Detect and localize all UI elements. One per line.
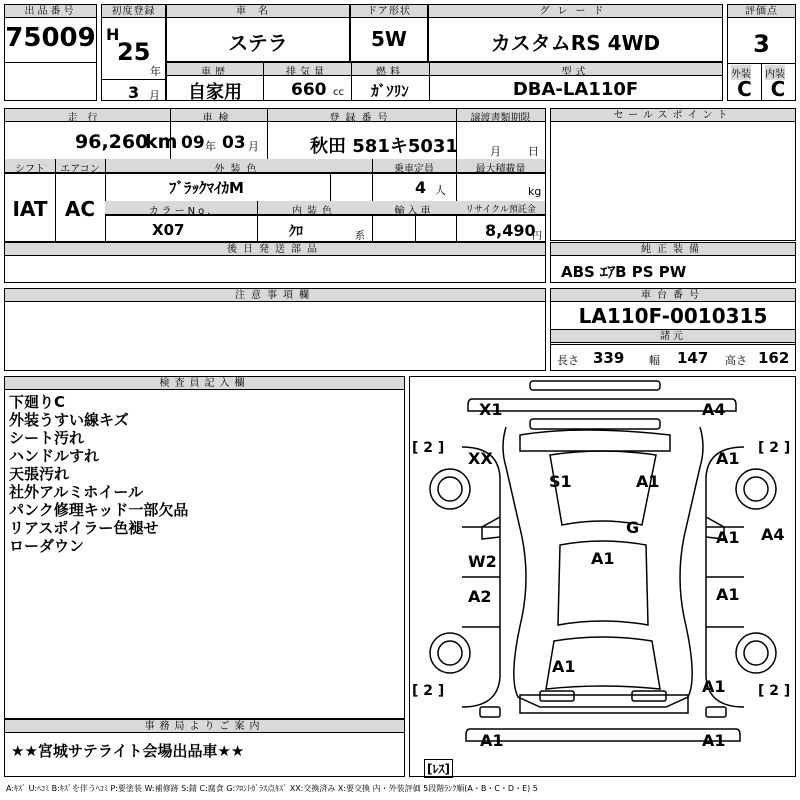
tire-rear-right: [ 2 ] <box>758 683 791 699</box>
history-label: 車歴 <box>201 67 229 78</box>
capacity-unit: 人 <box>435 184 446 197</box>
length: 339 <box>593 349 625 367</box>
car-outline <box>410 377 795 776</box>
equipment: ABS ｴｱB PS PW <box>561 263 687 281</box>
later-parts-box <box>4 242 546 283</box>
capacity-label: 乗車定員 <box>394 164 434 175</box>
era: H <box>106 25 120 44</box>
recycle-unit: 円 <box>532 231 542 242</box>
later-parts-label: 後日発送部品 <box>5 243 545 256</box>
lot-box <box>4 4 97 101</box>
mark-xx-left-fender: XX <box>468 449 493 468</box>
chassis-number: LA110F-0010315 <box>578 304 768 328</box>
mark-s1-hood: S1 <box>549 472 572 491</box>
office-label: 事務局よりご案内 <box>5 720 404 733</box>
length-label: 長さ <box>557 354 579 367</box>
mileage-unit: km <box>145 131 178 153</box>
exterior-label: 外装 <box>731 65 751 80</box>
exterior-score: C <box>737 77 752 101</box>
chassis-box <box>550 288 796 371</box>
interior-label: 内装 <box>765 65 785 80</box>
inspector-notes <box>9 393 188 555</box>
plate-label: 登録番号 <box>329 113 394 124</box>
plate-number: 秋田 581キ5031 <box>310 136 458 157</box>
equipment-label: 純正装備 <box>551 243 795 256</box>
legend: A:ｷｽﾞ U:ﾍｺﾐ B:ｷｽﾞを伴うﾍｺﾐ P:要塗装 W:補修跡 S:錆 C:腐食 G:ﾌﾛﾝﾄｶﾞﾗｽ点ｷｽﾞ XX:交換済み X:要交換 内・外装評価 5段階ﾗﾝｸ順(A・B・C・D・E) 5 <box>6 784 538 793</box>
mark-x1-front-left: X1 <box>479 400 503 419</box>
capacity: 4 <box>415 178 427 197</box>
inspector-label: 検査員記入欄 <box>5 377 404 390</box>
inspector-line: 下廻りC <box>9 393 66 411</box>
recycle-label: リサイクル預託金 <box>465 205 536 215</box>
mark-a1-rear-glass: A1 <box>552 657 576 676</box>
ac-label: エアコン <box>60 164 100 175</box>
inspector-box <box>4 376 405 719</box>
color: ﾌﾞﾗｯｸﾏｲｶM <box>169 179 244 197</box>
recycle-fee: 8,490 <box>485 221 536 240</box>
grade: カスタムRS 4WD <box>490 31 661 55</box>
chassis-label: 車台番号 <box>551 289 795 302</box>
notes-label: 注意事項欄 <box>5 289 545 302</box>
inspector-line: 社外アルミホイール <box>9 483 144 501</box>
fuel-label: 燃料 <box>376 67 404 78</box>
lot-label: 出品番号 <box>5 5 96 18</box>
mark-a1-rear-right: A1 <box>702 731 726 750</box>
displacement-unit: cc <box>333 87 344 98</box>
fuel: ｶﾞｿﾘﾝ <box>371 82 409 100</box>
mark-a1-right-quarter: A1 <box>702 677 726 696</box>
dims-label: 諸元 <box>551 330 795 343</box>
tire-front-left: [ 2 ] <box>412 440 445 456</box>
interior-score: C <box>770 77 786 101</box>
grade-label: グレード <box>429 5 722 18</box>
interior-color-unit: 系 <box>355 231 365 242</box>
height: 162 <box>758 349 790 367</box>
door-box <box>350 4 428 62</box>
score: 3 <box>753 30 770 58</box>
inspector-line: シート汚れ <box>9 429 85 447</box>
shift-label: シフト <box>15 164 45 175</box>
shift: IAT <box>12 197 48 221</box>
mark-a1-right-rear-door: A1 <box>716 585 740 604</box>
mark-a1-hood: A1 <box>636 472 660 491</box>
mileage-label: 走行 <box>67 113 108 124</box>
spare-tire: [ﾚｽ] <box>424 759 453 778</box>
sales-point-label: セールスポイント <box>551 109 795 122</box>
car-name-box <box>166 4 350 62</box>
door-type: 5W <box>371 27 407 51</box>
mark-a4-right-edge: A4 <box>761 525 785 544</box>
color-no-label: カラーNo. <box>148 206 214 217</box>
ac: AC <box>64 197 96 221</box>
score-label: 評価点 <box>728 5 795 18</box>
month: 3 <box>128 83 140 102</box>
model: DBA-LA110F <box>512 79 639 100</box>
office-text: ★★宮城サテライト会場出品車★★ <box>11 742 245 760</box>
first-reg-label: 初度登録 <box>102 5 165 18</box>
width: 147 <box>677 349 709 367</box>
tire-front-right: [ 2 ] <box>758 440 791 456</box>
transfer-label: 譲渡書類期限 <box>470 113 531 124</box>
mark-a4-front-right: A4 <box>702 400 726 419</box>
inspector-line: 外装うすい線キズ <box>9 411 129 429</box>
inspection-year: 09 <box>181 133 205 153</box>
grade-box <box>428 4 723 62</box>
mark-a2-left-rear-door: A2 <box>468 587 492 606</box>
interior-color-label: 内装色 <box>292 206 337 217</box>
notes-box <box>4 288 546 371</box>
inspection-month-unit: 月 <box>248 140 259 153</box>
height-label: 高さ <box>725 354 747 367</box>
sales-point-box <box>550 108 796 241</box>
mark-a1-right-fender: A1 <box>716 449 740 468</box>
inspection-month: 03 <box>222 133 246 153</box>
mileage: 96,260 <box>75 131 149 153</box>
load-label: 最大積載量 <box>475 164 526 175</box>
displacement: 660 <box>291 80 327 100</box>
year: 25 <box>117 38 151 66</box>
inspector-line: ハンドルすれ <box>9 447 100 465</box>
tire-rear-left: [ 2 ] <box>412 683 445 699</box>
load-unit: kg <box>528 185 542 198</box>
displacement-label: 排気量 <box>286 67 328 78</box>
interior-color: ｸﾛ <box>289 224 303 240</box>
color-no: X07 <box>152 221 185 239</box>
mark-g-windshield: G <box>626 518 640 537</box>
damage-diagram <box>409 376 796 777</box>
inspection-label: 車検 <box>202 113 235 124</box>
office-box <box>4 719 405 777</box>
mark-w2-left-front-door: W2 <box>468 552 497 571</box>
import-label: 輸入車 <box>394 206 434 217</box>
inspection-year-unit: 年 <box>205 140 216 153</box>
inspector-line: ローダウン <box>9 537 85 555</box>
width-label: 幅 <box>649 354 660 367</box>
car-name: ステラ <box>228 31 288 55</box>
history: 自家用 <box>188 82 242 103</box>
mark-a1-right-front-door: A1 <box>716 528 740 547</box>
inspector-line: リアスポイラー色褪せ <box>9 519 159 537</box>
color-label: 外装色 <box>214 164 263 175</box>
history-row <box>166 62 723 101</box>
model-label: 型式 <box>561 67 590 78</box>
mark-a1-rear-left: A1 <box>480 731 504 750</box>
first-reg-box <box>101 4 166 101</box>
transfer-month-unit: 月 <box>490 145 501 158</box>
score-box <box>727 4 796 101</box>
equipment-box <box>550 242 796 283</box>
month-unit: 月 <box>149 89 160 102</box>
lot-number: 75009 <box>5 23 96 53</box>
mark-a1-roof: A1 <box>591 549 615 568</box>
inspector-line: パンク修理キッド一部欠品 <box>9 501 189 519</box>
year-unit: 年 <box>150 65 161 78</box>
specs-block <box>4 108 546 242</box>
transfer-day-unit: 日 <box>528 145 539 158</box>
door-label: ドア形状 <box>351 5 427 18</box>
inspector-line: 天張汚れ <box>9 465 70 483</box>
car-name-label: 車名 <box>167 5 349 18</box>
